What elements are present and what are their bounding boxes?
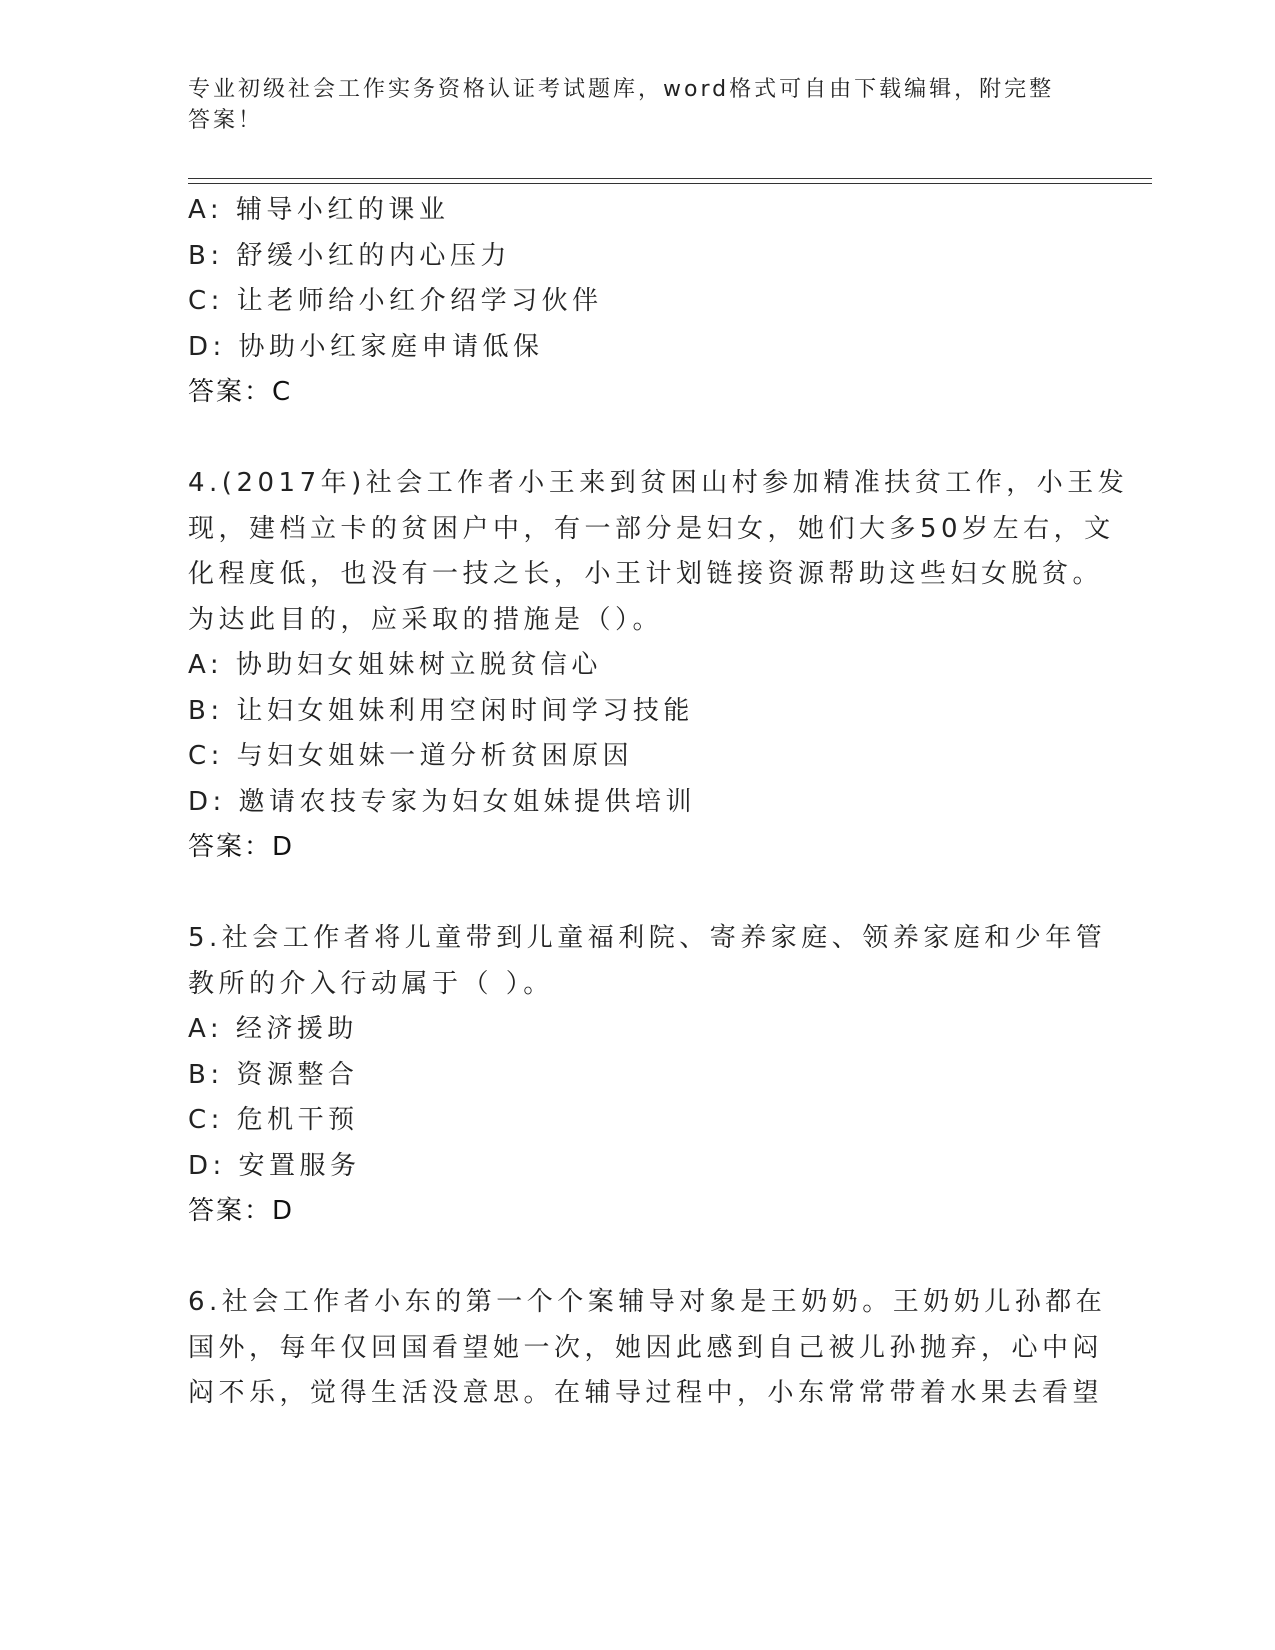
question-text-line: 闷不乐，觉得生活没意思。在辅导过程中，小东常常带着水果去看望 [188,1378,1104,1408]
option-d: D: 邀请农技专家为妇女姐妹提供培训 [188,786,697,817]
question-text-line: 教所的介入行动属于（ ）。 [188,968,554,999]
question-text-line: 5.社会工作者将儿童带到儿童福利院、寄养家庭、领养家庭和少年管 [188,923,1107,953]
question-text-line: 4.(2017年)社会工作者小王来到贫困山村参加精准扶贫工作，小王发 [188,468,1129,498]
option-c: C: 与妇女姐妹一道分析贫困原因 [188,741,634,771]
option-a: A: 辅导小红的课业 [188,195,450,225]
answer-line: 答案：D [188,1196,295,1226]
block-spacer [188,416,1088,462]
question-content [188,188,1129,1417]
answer-line: 答案：C [188,377,293,407]
answer-line: 答案：D [188,832,295,862]
option-c: C: 让老师给小红介绍学习伙伴 [188,286,603,316]
question-block-4 [188,461,1129,871]
question-text-line: 化程度低，也没有一技之长，小王计划链接资源帮助这些妇女脱贫。 [188,559,1104,589]
block-spacer [188,1235,1088,1281]
question-block-5 [188,916,1107,1235]
header-rule-bottom [188,183,1152,184]
option-b: B: 舒缓小红的内心压力 [188,240,511,271]
option-d: D: 协助小红家庭申请低保 [188,331,544,362]
question-block-3 [188,188,1088,416]
question-text-line: 为达此目的，应采取的措施是（）。 [188,604,664,635]
document-header: 专业初级社会工作实务资格认证考试题库，word格式可自由下载编辑，附完整答案！ [188,77,1055,133]
option-b: B: 资源整合 [188,1059,359,1090]
header-rule-top [188,178,1152,179]
question-text-line: 国外，每年仅回国看望她一次，她因此感到自己被儿孙抛弃，心中闷 [188,1332,1104,1363]
option-d: D: 安置服务 [188,1150,361,1181]
option-a: A: 协助妇女姐妹树立脱贫信心 [188,650,602,680]
question-text-line: 6.社会工作者小东的第一个个案辅导对象是王奶奶。王奶奶儿孙都在 [188,1287,1107,1317]
question-text-line: 现，建档立卡的贫困户中，有一部分是妇女，她们大多50岁左右，文 [188,513,1115,544]
option-c: C: 危机干预 [188,1105,359,1135]
block-spacer [188,871,1088,917]
option-a: A: 经济援助 [188,1014,358,1044]
option-b: B: 让妇女姐妹利用空闲时间学习技能 [188,695,694,726]
question-block-6 [188,1280,1107,1417]
